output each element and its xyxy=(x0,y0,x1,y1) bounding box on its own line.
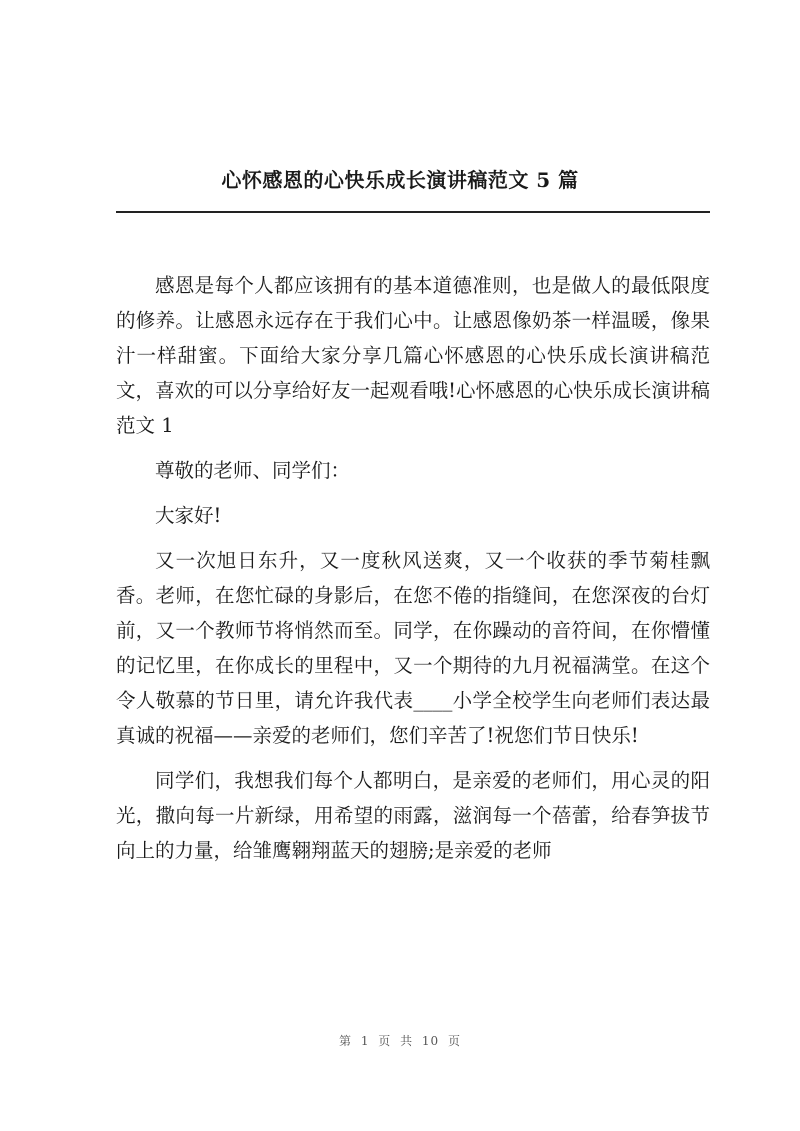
paragraph: 同学们，我想我们每个人都明白，是亲爱的老师们，用心灵的阳光，撒向每一片新绿，用希望的雨露，滋润每一个蓓蕾，给春笋拔节向上的力量，给雏鹰翱翔蓝天的翅膀;是亲爱的老师 xyxy=(116,769,710,862)
paragraph: 大家好! xyxy=(155,504,222,527)
paragraph: 又一次旭日东升，又一度秋风送爽，又一个收获的季节菊桂飘香。老师，在您忙碌的身影后，在您不倦的指缝间，在您深夜的台灯前，又一个教师节将悄然而至。同学，在你躁动的音符间，在你懵懂的记忆里，在你成长的里程中，又一个期待的九月祝福满堂。在这个令人敬慕的节日里，请允许我代表____小学全校学生向老师们表达最真诚的祝福——亲爱的老师们，您们辛苦了!祝您们节日快乐! xyxy=(116,549,710,747)
document-title: 心怀感恩的心快乐成长演讲稿范文 5 篇 xyxy=(221,168,579,192)
document-body xyxy=(116,268,710,878)
page-footer: 第 1 页 共 10 页 xyxy=(339,1034,461,1048)
title-divider xyxy=(116,211,710,213)
paragraph: 尊敬的老师、同学们： xyxy=(155,459,351,482)
paragraph: 感恩是每个人都应该拥有的基本道德准则，也是做人的最低限度的修养。让感恩永远存在于我们心中。让感恩像奶茶一样温暖，像果汁一样甜蜜。下面给大家分享几篇心怀感恩的心快乐成长演讲稿范文，喜欢的可以分享给好友一起观看哦!心怀感恩的心快乐成长演讲稿范文 1 xyxy=(116,274,710,437)
